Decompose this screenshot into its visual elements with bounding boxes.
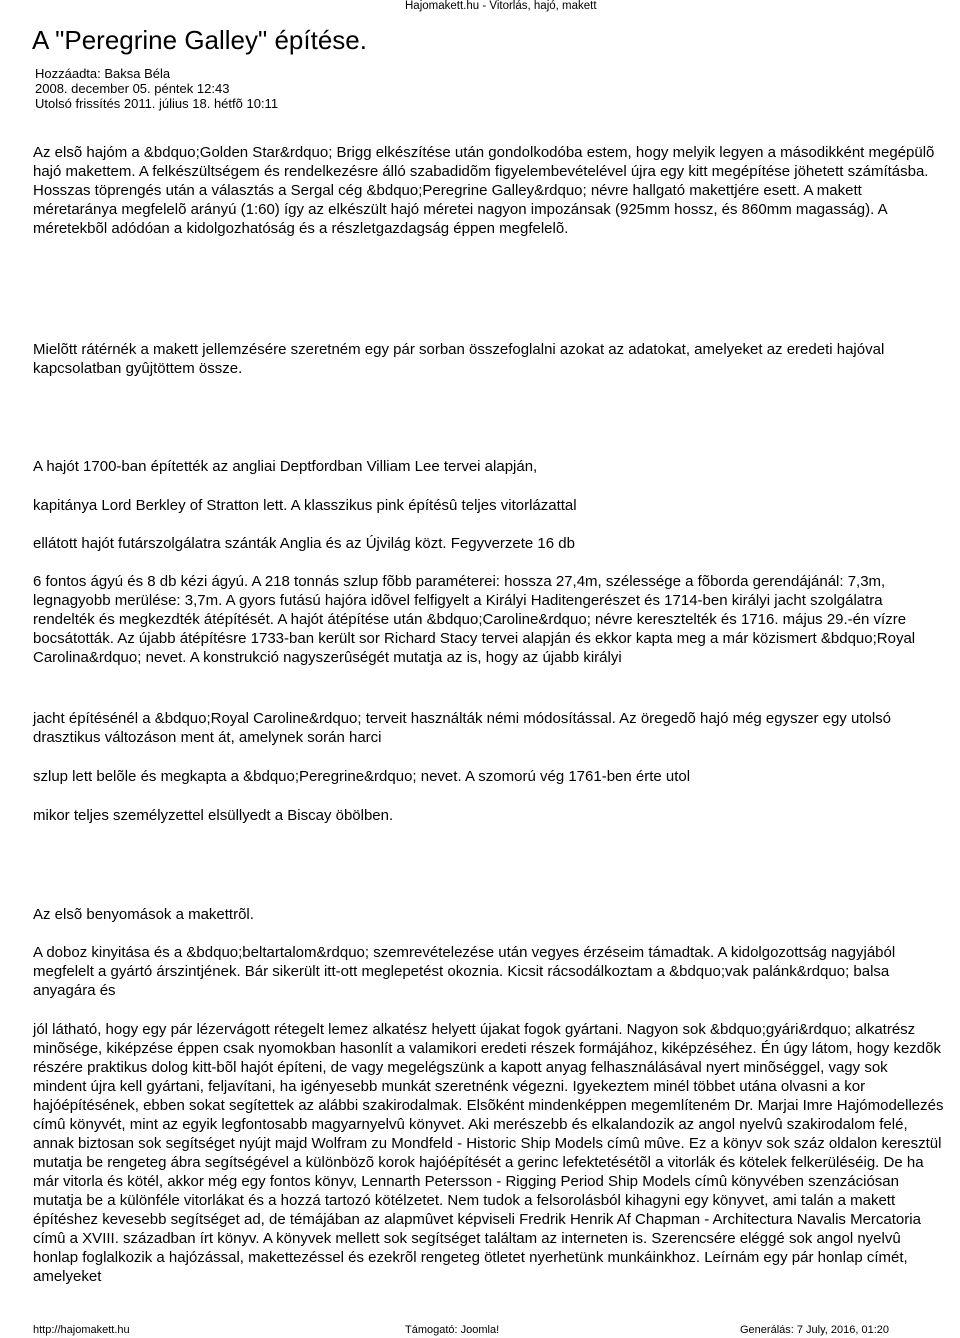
site-header-title: Hajomakett.hu - Vitorlás, hajó, makett [405,0,597,12]
article-paragraph [33,806,945,825]
article-paragraph [33,709,945,747]
author-line: Hozzáadta: Baksa Béla [35,66,171,81]
last-modified-date: Utolsó frissítés 2011. július 18. hétfõ 10:11 [35,96,279,111]
article-meta [35,66,278,111]
paragraph-history-3: ellátott hajót futárszolgálatra szánták Anglia és az Újvilág közt. Fegyverzete 16 db [33,535,575,552]
article-paragraph [33,1020,945,1286]
created-date: 2008. december 05. péntek 12:43 [35,81,230,96]
article-paragraph [33,143,945,238]
paragraph-history-5: jacht építésénél a &bdquo;Royal Caroline&rdquo; terveit használták némi módosítással. Az öregedõ hajó még egyszer egy utolsó drasztikus változáson ment át, amelynek során harci [33,710,892,746]
paragraph-history-4: 6 fontos ágyú és 8 db kézi ágyú. A 218 tonnás szlup fõbb paraméterei: hossza 27,4m, szélessége a fõborda gerendájánál: 7,3m, legnagyobb merülése: 3,7m. A gyors futású hajóra idõvel felfigyelt a Királyi Haditengerészet és 1714-ben királyi jacht szolgálatra rendelték és megkezdték átépítését. A hajót átépítése után &bdquo;Caroline&rdquo; névre keresztelték és 1716. május 29.-én vízre bocsátották. Az újabb átépítésre 1733-ban került sor Richard Stacy tervei alapján és ekkor kapta meg a már közismert &bdquo;Royal Carolina&rdquo; nevet. A konstrukció nagyszerûségét mutatja az is, hogy az újabb királyi [33,573,916,666]
article-paragraph [33,767,945,786]
article-paragraph [33,534,945,553]
paragraph-intro: Az elsõ hajóm a &bdquo;Golden Star&rdquo; Brigg elkészítése után gondolkodóba estem, hogy melyik legyen a másodikként megépülõ hajó makettem. A felkészültségem és rendelkezésre álló szabadidõm figyelembevételével újra egy kitt megépítése jöhetett számításba. Hosszas töprengés után a választás a Sergal cég &bdquo;Peregrine Galley&rdquo; névre hallgató makettjére esett. A makett méretaránya megfelelõ arányú (1:60) így az elkészült hajó méretei nagyon impozánsak (925mm hossz, és 860mm magasság). A méretekbõl adódóan a kidolgozhatóság és a részletgazdagság éppen megfelelõ. [33,144,935,237]
footer-sponsor: Támogató: Joomla! [405,1324,500,1336]
article-paragraph [33,572,945,667]
paragraph-box-contents: A doboz kinyitása és a &bdquo;beltartalom&rdquo; szemrevételezése után vegyes érzéseim támadtak. A kidolgozottság nagyjából megfelelt a gyártó árszintjének. Bár sikerült itt-ott meglepetést okoznia. Kicsit rácsodálkoztam a &bdquo;vak palánk&rdquo; balsa anyagára és [33,944,896,999]
article-paragraph [33,496,945,515]
paragraph-history-2: kapitánya Lord Berkley of Stratton lett. A klasszikus pink építésû teljes vitorlázattal [33,497,577,514]
section-heading-first-impressions: Az elsõ benyomások a makettrõl. [33,906,254,923]
paragraph-history-7: mikor teljes személyzettel elsüllyedt a Biscay öbölben. [33,807,394,824]
article-paragraph [33,340,945,378]
page-footer [0,1324,960,1338]
paragraph-preface: Mielõtt rátérnék a makett jellemzésére szeretném egy pár sorban összefoglalni azokat az adatokat, amelyeket az eredeti hajóval kapcsolatban gyûjtöttem össze. [33,341,885,377]
paragraph-history-6: szlup lett belõle és megkapta a &bdquo;Peregrine&rdquo; nevet. A szomorú vég 1761-ben érte utol [33,768,691,785]
article-paragraph [33,905,945,924]
page-title: A "Peregrine Galley" építése. [32,25,367,55]
paragraph-history-1: A hajót 1700-ban építették az angliai Deptfordban Villiam Lee tervei alapján, [33,458,538,475]
footer-generated: Generálás: 7 July, 2016, 01:20 [740,1324,890,1336]
article-paragraph [33,457,945,476]
footer-url-link[interactable]: http://hajomakett.hu [33,1324,130,1336]
article-paragraph [33,943,945,1000]
paragraph-literature: jól látható, hogy egy pár lézervágott rétegelt lemez alkatész helyett újakat fogok gyártani. Nagyon sok &bdquo;gyári&rdquo; alkatrész minõsége, kiképzése éppen csak nyomokban hasonlít a valamikori eredeti részek formájához, kiképzéséhez. Én úgy látom, hogy kezdõk részére praktikus dolog kitt-bõl hajót építeni, de vagy megelégszünk a kapott anyag felhasználásával nyert minõséggel, vagy sok mindent újra kell gyártani, feljavítani, ha igényesebb munkát szeretnénk végezni. Igyekeztem minél többet utána olvasni a kor hajóépítésének, ebben sokat segítettek az alábbi szakirodalmak. Elsõként mindenképpen megemlíteném Dr. Marjai Imre Hajómodellezés címû könyvét, mint az egyik legfontosabb magyarnyelvû könyvet. Aki merészebb és elkalandozik az angol nyelvû szakirodalom felé, annak biztosan sok segítséget nyújt majd Wolfram zu Mondfeld - Historic Ship Models címû mûve. Ez a könyv sok száz oldalon keresztül mutatja be rengeteg ábra segítségével a különbözõ korok hajóépítését a gerinc lefektetésétõl a vitorlák és kötelek felkerüléséig. De ha már vitorla és kötél, akkor még egy fontos könyv, Lennarth Petersson - Rigging Period Ship Models címû könyvében szenzációsan mutatja be a különféle vitorlákat és a hozzá tartozó kötélzetet. Nem tudok a felsorolásból kihagyni egy könyvet, ami talán a makett építéshez kevesebb segítséget ad, de témájában az alapmûvet képviseli Fredrik Henrik Af Chapman - Architectura Navalis Mercatoria címû a XVIII. században írt könyv. A könyvek mellett sok segítséget találtam az interneten is. Szerencsére eléggé sok angol nyelvû honlap foglalkozik a hajózással, makettezéssel és ezekrõl rengeteg ötletet nyerhetünk munkáinkhoz. Leírnám egy pár honlap címét, amelyeket [33,1021,944,1285]
